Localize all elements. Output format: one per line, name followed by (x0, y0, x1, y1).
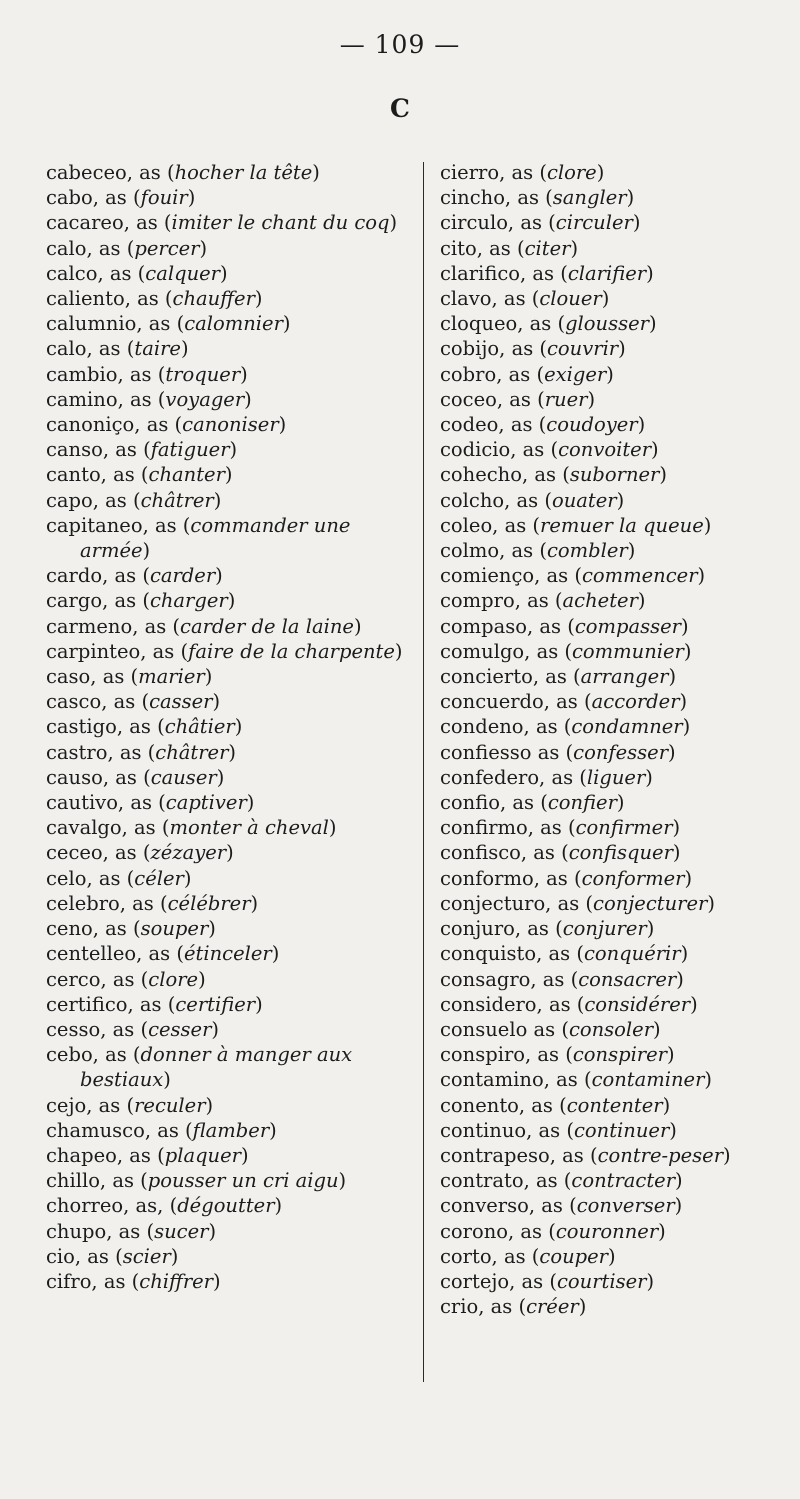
dictionary-entry: conjuro, as (conjurer) (440, 917, 655, 941)
dictionary-entry: clarifico, as (clarifier) (440, 261, 654, 285)
dictionary-entry: chapeo, as (plaquer) (46, 1143, 249, 1167)
dictionary-entry: centelleo, as (étinceler) (46, 942, 280, 966)
entry-word: ceceo, as (46, 841, 137, 865)
entry-translation: combler (546, 539, 628, 563)
entry-translation: percer (134, 236, 200, 260)
entry-translation: hocher la tête (174, 161, 313, 184)
section-letter: C (390, 94, 410, 123)
dictionary-entry: caso, as (marier) (46, 665, 213, 689)
entry-word: cavalgo, as (46, 816, 156, 840)
entry-translation: clore (148, 967, 199, 991)
entry-word: camino, as (46, 387, 152, 411)
entry-translation: conjurer (562, 917, 647, 941)
entry-translation: châtier (164, 715, 235, 739)
entry-translation: considérer (584, 992, 691, 1016)
entry-translation: compasser (574, 614, 681, 638)
dictionary-entry: cabeceo, as (hocher la tête) (46, 161, 320, 184)
entry-word: cabeceo, as (46, 161, 161, 184)
entry-translation: fouir (140, 186, 188, 210)
entry-translation: confisquer (568, 841, 673, 865)
entry-word: cohecho, as (440, 463, 557, 487)
dictionary-entry: certifico, as (certifier) (46, 992, 263, 1016)
entry-word: coleo, as (440, 513, 527, 537)
entry-translation: pousser un cri aigu (147, 1169, 339, 1193)
entry-word: castro, as (46, 740, 142, 764)
entry-translation: commencer (582, 564, 698, 588)
dictionary-entry: carpinteo, as (faire de la charpente) (46, 639, 403, 663)
entry-translation: liguer (586, 765, 646, 789)
dictionary-entry: cambio, as (troquer) (46, 362, 248, 386)
dictionary-entry: confirmo, as (confirmer) (440, 816, 681, 840)
dictionary-entry: ceceo, as (zézayer) (46, 841, 234, 865)
entry-translation: carder de la laine (180, 614, 354, 638)
entry-word: cobro, as (440, 362, 531, 386)
entry-translation: carder (149, 564, 216, 588)
entry-translation: ruer (544, 387, 588, 411)
entry-word: codeo, as (440, 413, 533, 437)
dictionary-entry: concuerdo, as (accorder) (440, 690, 688, 714)
entry-translation: circuler (555, 211, 633, 235)
entry-word: cincho, as (440, 186, 539, 210)
entry-word: chapeo, as (46, 1143, 151, 1167)
dictionary-entry: confio, as (confier) (440, 791, 625, 815)
entry-translation: citer (524, 236, 571, 260)
entry-translation: voyager (165, 387, 245, 411)
entry-word: compro, as (440, 589, 549, 613)
dictionary-entry: cerco, as (clore) (46, 967, 206, 991)
entry-translation: confirmer (575, 816, 673, 840)
entry-translation: certifier (175, 992, 256, 1016)
entry-word: centelleo, as (46, 942, 171, 966)
entry-word: calo, as (46, 236, 121, 260)
entry-word: contrapeso, as (440, 1143, 584, 1167)
dictionary-entry: confisco, as (confisquer) (440, 841, 681, 865)
dictionary-entry: camino, as (voyager) (46, 387, 252, 411)
entry-translation: conjecturer (593, 891, 708, 915)
entry-translation: courtiser (557, 1269, 647, 1293)
entry-word: cardo, as (46, 564, 137, 588)
entry-word: comienço, as (440, 564, 569, 588)
entry-translation: commander une armée (80, 513, 351, 563)
entry-translation: couvrir (547, 337, 619, 361)
entry-word: codicio, as (440, 438, 545, 462)
dictionary-entry: colcho, as (ouater) (440, 488, 625, 512)
entry-translation: châtrer (155, 740, 229, 764)
dictionary-entry: comienço, as (commencer) (440, 564, 706, 588)
dictionary-entry: confiesso as (confesser) (440, 740, 676, 764)
entry-translation: faire de la charpente (188, 639, 395, 663)
dictionary-entry: concierto, as (arranger) (440, 665, 677, 689)
dictionary-entry: crio, as (créer) (440, 1295, 587, 1319)
entry-word: conspiro, as (440, 1043, 560, 1067)
dictionary-entry: conquisto, as (conquérir) (440, 942, 689, 966)
dictionary-entry: corto, as (couper) (440, 1244, 616, 1268)
entry-word: celo, as (46, 866, 121, 890)
entry-word: cierro, as (440, 161, 534, 184)
entry-translation: calomnier (184, 312, 283, 336)
dictionary-entry: cardo, as (carder) (46, 564, 223, 588)
entry-translation: contenter (566, 1093, 663, 1117)
entry-translation: conformer (581, 866, 685, 890)
dictionary-entry: contrapeso, as (contre-peser) (440, 1143, 731, 1167)
dictionary-entry: corono, as (couronner) (440, 1219, 666, 1243)
entry-word: condeno, as (440, 715, 558, 739)
entry-word: confedero, as (440, 765, 574, 789)
dictionary-entry: condeno, as (condamner) (440, 715, 691, 739)
dictionary-entry: capitaneo, as (commander une armée) (46, 513, 351, 563)
dictionary-entry: circulo, as (circuler) (440, 211, 641, 235)
dictionary-entry: cohecho, as (suborner) (440, 463, 667, 487)
entry-word: cio, as (46, 1244, 109, 1268)
entry-word: confisco, as (440, 841, 555, 865)
dictionary-entry: comulgo, as (communier) (440, 639, 692, 663)
entry-word: chamusco, as (46, 1118, 179, 1142)
left-column (46, 160, 402, 1294)
entry-word: comulgo, as (440, 639, 559, 663)
dictionary-entry: cortejo, as (courtiser) (440, 1269, 655, 1293)
entry-word: chupo, as (46, 1219, 141, 1243)
dictionary-entry: cejo, as (reculer) (46, 1093, 214, 1117)
entry-translation: cesser (148, 1017, 212, 1041)
entry-word: caso, as (46, 665, 125, 689)
entry-translation: casser (149, 690, 213, 714)
entry-word: cesso, as (46, 1017, 135, 1041)
dictionary-entry: cio, as (scier) (46, 1244, 179, 1268)
entry-word: castigo, as (46, 715, 151, 739)
entry-word: casco, as (46, 690, 136, 714)
entry-word: concierto, as (440, 665, 567, 689)
entry-translation: reculer (134, 1093, 206, 1117)
entry-word: ceno, as (46, 917, 127, 941)
dictionary-entry: carmeno, as (carder de la laine) (46, 614, 362, 638)
entry-word: canoniço, as (46, 413, 169, 437)
entry-word: corto, as (440, 1244, 526, 1268)
entry-translation: contre-peser (597, 1143, 724, 1167)
entry-word: conquisto, as (440, 942, 571, 966)
entry-translation: chanter (148, 463, 225, 487)
entry-translation: remuer la queue (540, 513, 704, 537)
dictionary-entry: canto, as (chanter) (46, 463, 233, 487)
entry-translation: couronner (555, 1219, 659, 1243)
entry-translation: donner à manger aux bestiaux (80, 1043, 353, 1092)
entry-word: cito, as (440, 236, 511, 260)
entry-word: carmeno, as (46, 614, 167, 638)
entry-word: corono, as (440, 1219, 543, 1243)
entry-translation: condamner (571, 715, 683, 739)
dictionary-entry: causo, as (causer) (46, 765, 225, 789)
dictionary-entry: calo, as (taire) (46, 337, 189, 361)
entry-translation: fatiguer (150, 438, 230, 462)
entry-word: confiesso as (440, 740, 560, 764)
entry-translation: contaminer (591, 1068, 705, 1092)
entry-word: colmo, as (440, 539, 534, 563)
entry-translation: clouer (539, 287, 602, 311)
entry-word: cejo, as (46, 1093, 121, 1117)
entry-word: cautivo, as (46, 791, 152, 815)
entry-translation: conquérir (583, 942, 681, 966)
entry-translation: confesser (573, 740, 669, 764)
entry-word: crio, as (440, 1295, 513, 1319)
entry-word: celebro, as (46, 891, 154, 915)
dictionary-entry: coleo, as (remuer la queue) (440, 513, 712, 537)
entry-word: cerco, as (46, 967, 135, 991)
entry-word: carpinteo, as (46, 639, 175, 663)
entry-word: compaso, as (440, 614, 562, 638)
entry-word: canso, as (46, 438, 137, 462)
entry-translation: plaquer (164, 1143, 241, 1167)
dictionary-entry: chorreo, as, (dégoutter) (46, 1194, 283, 1218)
entry-translation: zézayer (150, 841, 227, 865)
entry-translation: captiver (165, 791, 247, 815)
dictionary-entry: considero, as (considérer) (440, 992, 698, 1016)
entry-translation: ouater (551, 488, 617, 512)
entry-translation: dégoutter (177, 1194, 275, 1218)
entry-translation: exiger (544, 362, 607, 386)
entry-word: converso, as (440, 1194, 563, 1218)
entry-translation: sangler (552, 186, 627, 210)
entry-word: conjuro, as (440, 917, 549, 941)
entry-translation: monter à cheval (169, 816, 329, 840)
entry-translation: calquer (145, 261, 220, 285)
entry-word: cortejo, as (440, 1269, 544, 1293)
entry-word: calumnio, as (46, 312, 171, 336)
entry-translation: causer (150, 765, 217, 789)
entry-translation: céler (134, 866, 184, 890)
dictionary-entry: cebo, as (donner à manger aux bestiaux) (46, 1043, 353, 1092)
dictionary-entry: celo, as (céler) (46, 866, 192, 890)
entry-translation: conspirer (572, 1043, 667, 1067)
entry-translation: chauffer (172, 287, 255, 311)
dictionary-entry: cabo, as (fouir) (46, 186, 196, 210)
entry-translation: contracter (571, 1169, 676, 1193)
entry-translation: marier (138, 665, 205, 689)
entry-translation: sucer (154, 1219, 209, 1243)
dictionary-entry: castro, as (châtrer) (46, 740, 237, 764)
entry-translation: troquer (165, 362, 241, 386)
dictionary-entry: caliento, as (chauffer) (46, 287, 263, 311)
entry-word: certifico, as (46, 992, 162, 1016)
entry-translation: imiter le chant du coq (171, 211, 390, 235)
entry-word: cloqueo, as (440, 312, 552, 336)
dictionary-entry: canso, as (fatiguer) (46, 438, 238, 462)
dictionary-entry: casco, as (casser) (46, 690, 221, 714)
dictionary-entry: cesso, as (cesser) (46, 1017, 220, 1041)
dictionary-entry: chupo, as (sucer) (46, 1219, 217, 1243)
entry-word: considero, as (440, 992, 571, 1016)
entry-word: calo, as (46, 337, 121, 361)
entry-translation: consacrer (578, 967, 677, 991)
dictionary-entry: castigo, as (châtier) (46, 715, 243, 739)
dictionary-entry: cargo, as (charger) (46, 589, 236, 613)
entry-translation: convoiter (558, 438, 652, 462)
dictionary-entry: cacareo, as (imiter le chant du coq) (46, 211, 398, 235)
entry-translation: continuer (574, 1118, 670, 1142)
dictionary-entry: cloqueo, as (glousser) (440, 312, 657, 336)
entry-translation: étinceler (184, 942, 272, 966)
entry-word: confirmo, as (440, 816, 562, 840)
entry-translation: confier (547, 791, 617, 815)
entry-word: canto, as (46, 463, 135, 487)
dictionary-entry: compaso, as (compasser) (440, 614, 689, 638)
dictionary-entry: colmo, as (combler) (440, 539, 636, 563)
entry-word: contrato, as (440, 1169, 558, 1193)
entry-word: chorreo, as, (46, 1194, 164, 1218)
dictionary-entry: calco, as (calquer) (46, 261, 228, 285)
entry-translation: châtrer (140, 488, 214, 512)
dictionary-entry: cincho, as (sangler) (440, 186, 635, 210)
entry-translation: couper (539, 1244, 608, 1268)
dictionary-entry: cavalgo, as (monter à cheval) (46, 816, 337, 840)
dictionary-entry: cobijo, as (couvrir) (440, 337, 626, 361)
entry-word: chillo, as (46, 1169, 134, 1193)
dictionary-entry: chamusco, as (flamber) (46, 1118, 277, 1142)
entry-word: consuelo as (440, 1017, 556, 1041)
entry-word: cebo, as (46, 1043, 127, 1067)
entry-translation: clore (546, 161, 597, 184)
entry-translation: clarifier (567, 261, 647, 285)
dictionary-entry: capo, as (châtrer) (46, 488, 222, 512)
entry-translation: souper (140, 917, 209, 941)
entry-translation: accorder (591, 690, 680, 714)
dictionary-entry: cierro, as (clore) (440, 161, 605, 184)
right-column (440, 160, 796, 1319)
dictionary-entry: cobro, as (exiger) (440, 362, 614, 386)
entry-translation: flamber (192, 1118, 270, 1142)
entry-word: consagro, as (440, 967, 565, 991)
entry-word: clavo, as (440, 287, 526, 311)
entry-word: conjecturo, as (440, 891, 580, 915)
dictionary-entry: conjecturo, as (conjecturer) (440, 891, 715, 915)
dictionary-entry: consagro, as (consacrer) (440, 967, 684, 991)
entry-translation: célébrer (167, 891, 251, 915)
dictionary-entry: canoniço, as (canoniser) (46, 413, 287, 437)
dictionary-entry: confedero, as (liguer) (440, 765, 653, 789)
dictionary-entry: cautivo, as (captiver) (46, 791, 255, 815)
entry-translation: communier (572, 639, 684, 663)
dictionary-entry: codicio, as (convoiter) (440, 438, 659, 462)
entry-translation: coudoyer (546, 413, 638, 437)
entry-translation: arranger (580, 665, 669, 689)
entry-translation: créer (526, 1295, 579, 1319)
dictionary-entry: contamino, as (contaminer) (440, 1068, 713, 1092)
dictionary-entry: continuo, as (continuer) (440, 1118, 677, 1142)
dictionary-entry: consuelo as (consoler) (440, 1017, 661, 1041)
entry-word: clarifico, as (440, 261, 555, 285)
dictionary-entry: conento, as (contenter) (440, 1093, 671, 1117)
entry-word: calco, as (46, 261, 132, 285)
entry-translation: taire (134, 337, 181, 361)
entry-translation: acheter (562, 589, 638, 613)
column-divider (423, 162, 424, 1382)
dictionary-entry: cifro, as (chiffrer) (46, 1269, 221, 1293)
dictionary-entry: clavo, as (clouer) (440, 287, 610, 311)
dictionary-entry: contrato, as (contracter) (440, 1169, 683, 1193)
entry-word: cifro, as (46, 1269, 126, 1293)
dictionary-entry: conspiro, as (conspirer) (440, 1043, 675, 1067)
dictionary-entry: conformo, as (conformer) (440, 866, 693, 890)
entry-word: concuerdo, as (440, 690, 578, 714)
entry-translation: suborner (569, 463, 660, 487)
entry-word: coceo, as (440, 387, 531, 411)
entry-translation: canoniser (182, 413, 279, 437)
entry-word: caliento, as (46, 287, 159, 311)
entry-word: cacareo, as (46, 211, 158, 235)
dictionary-entry: calo, as (percer) (46, 236, 208, 260)
entry-word: confio, as (440, 791, 534, 815)
dictionary-entry: codeo, as (coudoyer) (440, 413, 646, 437)
entry-word: circulo, as (440, 211, 542, 235)
dictionary-entry: ceno, as (souper) (46, 917, 216, 941)
dictionary-entry: coceo, as (ruer) (440, 387, 596, 411)
entry-word: capitaneo, as (46, 513, 177, 537)
dictionary-entry: cito, as (citer) (440, 236, 579, 260)
entry-word: cabo, as (46, 186, 127, 210)
dictionary-entry: chillo, as (pousser un cri aigu) (46, 1169, 347, 1193)
dictionary-entry: compro, as (acheter) (440, 589, 646, 613)
entry-word: colcho, as (440, 488, 539, 512)
entry-translation: scier (122, 1244, 171, 1268)
entry-translation: glousser (565, 312, 649, 336)
page-number: — 109 — (339, 30, 461, 59)
entry-translation: consoler (568, 1017, 654, 1041)
entry-word: contamino, as (440, 1068, 578, 1092)
entry-translation: charger (149, 589, 228, 613)
entry-word: conento, as (440, 1093, 553, 1117)
dictionary-entry: calumnio, as (calomnier) (46, 312, 291, 336)
entry-translation: chiffrer (139, 1269, 213, 1293)
entry-translation: converser (576, 1194, 675, 1218)
entry-word: cobijo, as (440, 337, 534, 361)
dictionary-entry: converso, as (converser) (440, 1194, 683, 1218)
dictionary-entry: celebro, as (célébrer) (46, 891, 259, 915)
entry-word: continuo, as (440, 1118, 561, 1142)
entry-word: cambio, as (46, 362, 152, 386)
entry-word: cargo, as (46, 589, 137, 613)
entry-word: capo, as (46, 488, 127, 512)
entry-word: conformo, as (440, 866, 568, 890)
entry-word: causo, as (46, 765, 137, 789)
